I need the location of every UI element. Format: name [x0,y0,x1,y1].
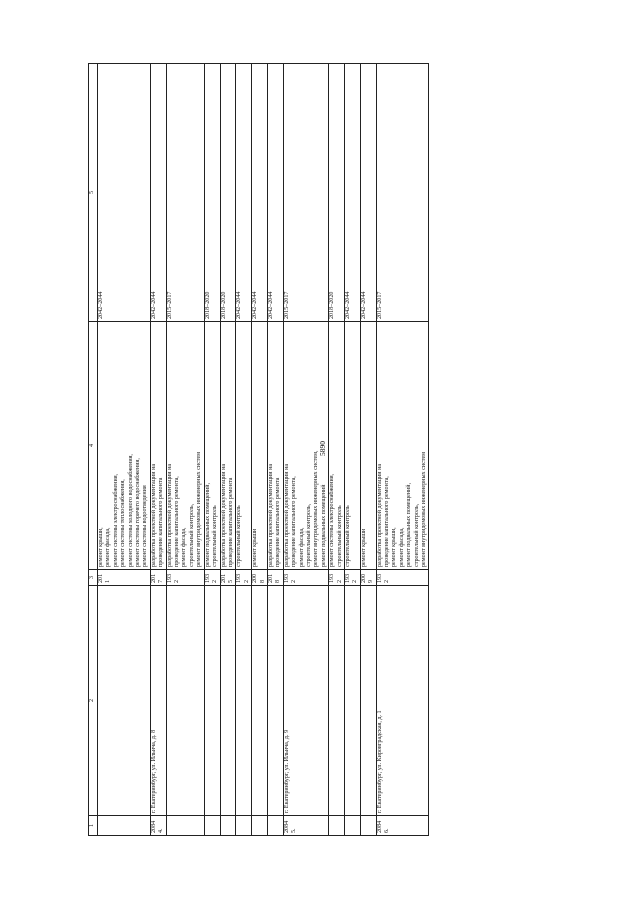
row-number [236,816,252,836]
year-cell: 1932 [236,570,252,586]
work-item: проведение капитального ремонта, [174,476,181,567]
year-cell: 2018 [267,570,283,586]
work-item: разработка проектной документации на [220,463,227,567]
works-cell [166,322,204,570]
header-cell: 4 [89,322,98,570]
year-cell: 2015 [220,570,236,586]
table-row [329,64,345,836]
table-row [150,64,166,836]
period-cell: 2042–2044 [236,64,252,322]
works-cell [150,322,166,570]
work-item: разработка проектной документации на [150,463,157,567]
period-cell: 2042–2044 [345,64,361,322]
year-cell: 1932 [283,570,328,586]
work-item: ремонт системы теплоснабжения, [120,479,127,567]
address-cell [98,586,151,816]
table-row [376,64,429,836]
header-cell: 3 [89,570,98,586]
work-item: разработка проектной документации на [267,463,274,567]
table-row [360,64,376,836]
work-item: разработка проектной документации на [283,463,290,567]
table-row [98,64,151,836]
work-item: строительный контроль [236,505,243,567]
work-item: ремонт подвальных помещений [320,484,327,567]
work-item: ремонт системы электроснабжения, [329,473,336,567]
period-cell: 2018–2020 [204,64,220,322]
period-cell: 2015–2017 [376,64,429,322]
row-number [329,816,345,836]
work-item: ремонт системы электроснабжения, [112,473,119,567]
works-cell [98,322,151,570]
year-cell: 2017 [150,570,166,586]
work-item: ремонт крыши, [98,527,104,567]
work-item: ремонт системы горячего водоснабжения, [135,458,142,567]
table-row [204,64,220,836]
work-item: ремонт внутридомовых инженерных систем [196,452,203,567]
table-row [345,64,361,836]
year-cell: 1932 [376,570,429,586]
period-cell: 2042–2044 [267,64,283,322]
address-cell [252,586,268,816]
page-number: 5890 [318,441,327,456]
work-item: строительный контроль [336,505,343,567]
work-item: строительный контроль, [413,503,420,567]
capital-repair-table [88,63,429,836]
work-item: ремонт крыши, [391,527,398,567]
period-cell: 2042–2044 [360,64,376,322]
address-cell: г. Екатеринбург, ул. Ильича, д. 8 [150,586,166,816]
works-cell [204,322,220,570]
row-number [204,816,220,836]
year-cell: 2009 [360,570,376,586]
work-item: ремонт крыши [360,528,367,567]
row-number: 20845. [283,816,328,836]
work-item: ремонт фасада, [398,527,405,567]
header-cell: 2 [89,586,98,816]
period-cell: 2018–2020 [329,64,345,322]
works-cell [236,322,252,570]
works-cell [360,322,376,570]
table-row [166,64,204,836]
address-cell: г. Екатеринбург, ул. Кировградская, д. 1 [376,586,429,816]
address-cell: г. Екатеринбург, ул. Ильича, д. 9 [283,586,328,816]
address-cell [360,586,376,816]
work-item: строительный контроль [212,505,219,567]
work-item: ремонт внутридомовых инженерных систем [421,452,428,567]
period-cell: 2042–2044 [98,64,151,322]
address-cell [204,586,220,816]
work-item: разработка проектной документации на [376,463,383,567]
row-number [166,816,204,836]
year-cell: 2008 [252,570,268,586]
work-item: ремонт подвальных помещений, [406,482,413,567]
address-cell [345,586,361,816]
row-number [220,816,236,836]
work-item: проведение капитального ремонта [275,477,282,567]
works-cell [376,322,429,570]
address-cell [267,586,283,816]
table-row [236,64,252,836]
work-item: ремонт подвальных помещений, [204,482,211,567]
work-item: проведение капитального ремонта, [291,476,298,567]
period-cell: 2018–2020 [220,64,236,322]
work-item: ремонт внутридомовых инженерных систем, [313,450,320,567]
table-row [220,64,236,836]
period-cell: 2042–2044 [150,64,166,322]
works-cell [283,322,328,570]
period-cell: 2042–2044 [252,64,268,322]
address-cell [329,586,345,816]
table-row [267,64,283,836]
year-cell: 1932 [166,570,204,586]
work-item: ремонт фасада, [298,527,305,567]
year-cell: 1932 [204,570,220,586]
header-row [89,64,98,836]
row-number [98,816,151,836]
header-cell: 1 [89,816,98,836]
work-item: строительный контроль, [305,503,312,567]
year-cell: 1932 [329,570,345,586]
row-number [345,816,361,836]
address-cell [236,586,252,816]
work-item: ремонт системы водоотведения [142,485,149,567]
work-item: ремонт фасада, [181,527,188,567]
work-item: строительный контроль, [188,503,195,567]
address-cell [166,586,204,816]
works-cell [267,322,283,570]
table-row [283,64,328,836]
work-item: разработка проектной документации на [166,463,173,567]
table-row [252,64,268,836]
header-cell: 5 [89,64,98,322]
document-sheet [88,64,581,836]
address-cell [220,586,236,816]
works-cell [345,322,361,570]
row-number [360,816,376,836]
period-cell: 2015–2017 [166,64,204,322]
year-cell: 2011 [98,570,151,586]
work-item: ремонт крыши [252,528,259,567]
year-cell: 1932 [345,570,361,586]
work-item: ремонт системы холодного водоснабжения, [127,454,134,567]
period-cell: 2015–2017 [283,64,328,322]
works-cell [252,322,268,570]
work-item: проведение капитального ремонта [158,477,165,567]
work-item: проведение капитального ремонта, [384,476,391,567]
row-number: 20844. [150,816,166,836]
work-item: строительный контроль [345,505,351,567]
works-cell [329,322,345,570]
works-cell [220,322,236,570]
row-number [252,816,268,836]
row-number [267,816,283,836]
row-number: 20846. [376,816,429,836]
work-item: ремонт фасада, [105,527,112,567]
work-item: проведение капитального ремонта [227,477,234,567]
